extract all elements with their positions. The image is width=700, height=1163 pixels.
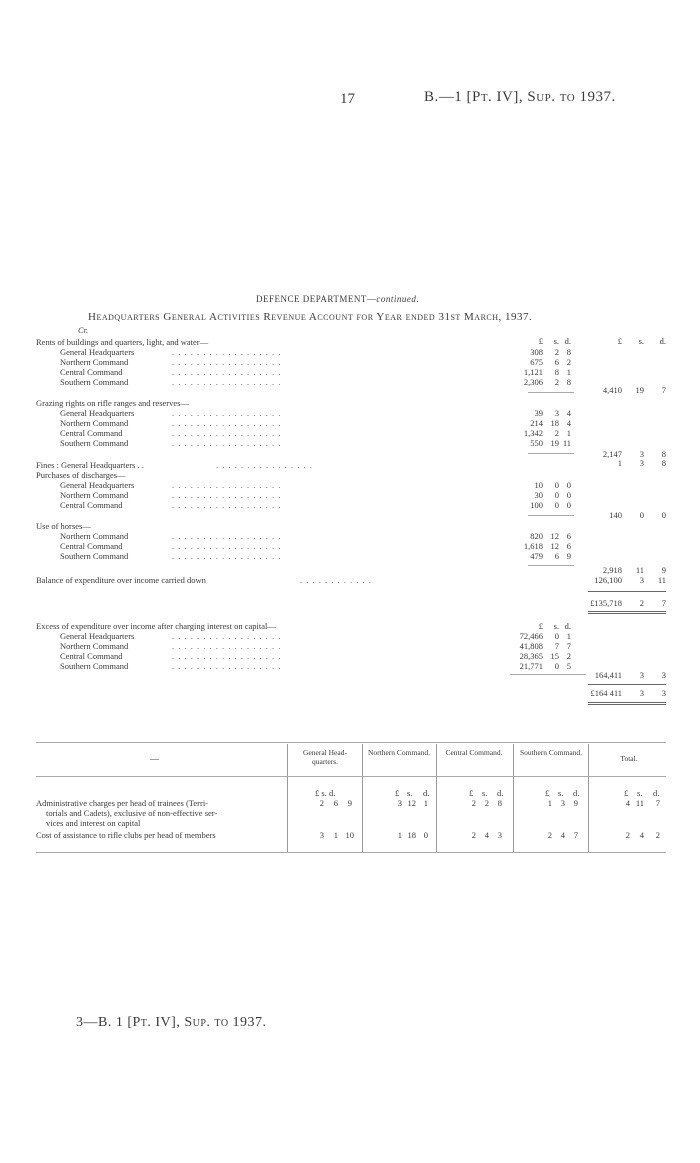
lsd-shilling: s.	[321, 788, 327, 798]
leader-dots: . . . . . . . . . . . . . . . . . .	[172, 377, 282, 387]
cell-northern-d: 0	[423, 830, 428, 840]
amount-shillings: 0	[554, 631, 559, 641]
leader-dots: . . . . . . . . . . . . . . . . . .	[172, 428, 282, 438]
lsd-pound: £	[315, 788, 320, 798]
grazing-total-pounds: 2,147	[602, 449, 622, 459]
amount-pence: 0	[566, 490, 571, 500]
amount-pence: 8	[566, 347, 571, 357]
amount-pence: 1	[566, 631, 571, 641]
col-head-pence-2: d.	[659, 336, 666, 346]
balance-label: Balance of expenditure over income carried down	[36, 575, 206, 585]
double-rule	[588, 613, 666, 614]
col-head-shilling-3: s.	[553, 621, 559, 631]
amount-shillings: 6	[554, 551, 559, 561]
page-footer: 3—B. 1 [Pt. IV], Sup. to 1937.	[76, 1015, 267, 1030]
excess-final-pence: 3	[661, 688, 666, 698]
excess-row-label: Southern Command	[60, 661, 129, 671]
double-rule	[588, 704, 666, 705]
table-row-label: Administrative charges per head of trainees (Terri-	[36, 798, 209, 808]
fines-pence: 8	[661, 458, 666, 468]
rents-row-label: Southern Command	[60, 377, 129, 387]
table-lsd-northern-d: d.	[423, 788, 430, 798]
discharges-total-pounds: 140	[609, 510, 622, 520]
subtotal-rule	[528, 392, 574, 393]
horses-total-pence: 9	[661, 565, 666, 575]
excess-total-pence: 3	[661, 670, 666, 680]
amount-pounds: 72,466	[519, 631, 543, 641]
table-lsd-total-s: s.	[637, 788, 643, 798]
table-divider	[513, 744, 514, 852]
page-number: 17	[340, 91, 355, 107]
leader-dots: . . . . . . . . . . . . . . . . . .	[172, 631, 282, 641]
table-lsd-northern-s: s.	[407, 788, 413, 798]
rents-total-pounds: 4,410	[602, 385, 622, 395]
cell-northern-d: 1	[423, 798, 428, 808]
excess-final-shillings: 3	[639, 688, 644, 698]
table-lsd-central: £	[469, 788, 474, 798]
horses-heading: Use of horses—	[36, 521, 91, 531]
balance-pounds: 126,100	[594, 575, 622, 585]
grand-total-shillings: 2	[639, 598, 644, 608]
rents-row-label: Northern Command	[60, 357, 129, 367]
amount-shillings: 19	[550, 438, 559, 448]
excess-final-pounds: £164 411	[590, 688, 622, 698]
cell-gen-hq-s: 2	[319, 798, 324, 808]
table-header-southern: Southern Command.	[519, 748, 583, 757]
amount-pounds: 550	[530, 438, 543, 448]
balance-shillings: 3	[639, 575, 644, 585]
rents-total-shillings: 19	[635, 385, 644, 395]
cell-total-d: 2	[655, 830, 660, 840]
amount-shillings: 0	[554, 661, 559, 671]
grazing-heading: Grazing rights on rifle ranges and reserves—	[36, 398, 189, 408]
dept-title	[256, 294, 419, 304]
amount-shillings: 15	[550, 651, 559, 661]
cell-central-s: 4	[484, 830, 489, 840]
table-lsd-total: £	[624, 788, 629, 798]
table-top-rule	[36, 742, 666, 743]
excess-row-label: Central Command	[60, 651, 123, 661]
col-head-pence-1: d.	[564, 336, 571, 346]
table-lsd-southern-d: d.	[573, 788, 580, 798]
amount-pounds: 479	[530, 551, 543, 561]
leader-dots: . . . . . . . . . . . . . . . . . .	[172, 641, 282, 651]
amount-pence: 1	[566, 428, 571, 438]
subtotal-rule	[528, 565, 574, 566]
leader-dots: . . . . . . . . . . . . . . . . . .	[172, 551, 282, 561]
excess-heading: Excess of expenditure over income after charging interest on capital—	[36, 621, 276, 631]
cell-total-s: 11	[635, 798, 644, 808]
leader-dots: . . . . . . . . . . . . . . . . . .	[172, 500, 282, 510]
amount-pence: 9	[566, 551, 571, 561]
cell-northern-l: 3	[397, 798, 402, 808]
subtotal-rule	[528, 515, 574, 516]
amount-pounds: 308	[530, 347, 543, 357]
amount-shillings: 0	[554, 490, 559, 500]
amount-shillings: 8	[554, 367, 559, 377]
discharges-row-label: Central Command	[60, 500, 123, 510]
total-rule	[588, 684, 666, 685]
amount-pence: 7	[566, 641, 571, 651]
amount-pounds: 675	[530, 357, 543, 367]
balance-pence: 11	[657, 575, 666, 585]
table-bottom-rule	[36, 852, 666, 853]
grand-total-pounds: £135,718	[590, 598, 622, 608]
col-head-shilling-2: s.	[638, 336, 644, 346]
cr-label: Cr.	[78, 325, 89, 335]
lsd-pence: d.	[328, 788, 336, 798]
cell-total-l: 4	[625, 798, 630, 808]
cell-gen-hq-d: 10	[345, 830, 354, 840]
grazing-row-label: Northern Command	[60, 418, 129, 428]
amount-pounds: 214	[530, 418, 543, 428]
leader-dots: . . . . . . . . . . . . . . . .	[216, 460, 313, 470]
cell-southern-d: 7	[573, 830, 578, 840]
amount-pounds: 28,365	[519, 651, 543, 661]
amount-pounds: 820	[530, 531, 543, 541]
horses-total-pounds: 2,918	[602, 565, 622, 575]
leader-dots: . . . . . . . . . . . . . . . . . .	[172, 357, 282, 367]
dept-title-main: DEFENCE DEPARTMENT—	[256, 294, 377, 304]
col-head-shilling-1: s.	[553, 336, 559, 346]
rents-row-label: Central Command	[60, 367, 123, 377]
table-divider	[287, 744, 288, 852]
amount-pounds: 41,808	[519, 641, 543, 651]
amount-shillings: 3	[554, 408, 559, 418]
table-header-rule	[36, 776, 666, 777]
discharges-row-label: Northern Command	[60, 490, 129, 500]
amount-pence: 0	[566, 480, 571, 490]
leader-dots: . . . . . . . . . . . . . . . . . .	[172, 541, 282, 551]
amount-pounds: 100	[530, 500, 543, 510]
cell-gen-hq-d: 9	[347, 798, 352, 808]
discharges-row-label: General Headquarters	[60, 480, 135, 490]
page-header: B.—1 [Pt. IV], Sup. to 1937.	[424, 89, 616, 105]
table-divider	[588, 744, 589, 852]
amount-pence: 8	[566, 377, 571, 387]
fines-pounds: 1	[617, 458, 622, 468]
amount-shillings: 0	[554, 480, 559, 490]
table-row-label-cont: torials and Cadets), exclusive of non-effective ser-	[46, 808, 218, 818]
table-lsd-central-s: s.	[482, 788, 488, 798]
amount-shillings: 12	[550, 541, 559, 551]
cell-gen-hq-s: 1	[333, 830, 338, 840]
grazing-row-label: Central Command	[60, 428, 123, 438]
table-lsd-central-d: d.	[497, 788, 504, 798]
table-divider	[436, 744, 437, 852]
fines-label: Fines : General Headquarters . .	[36, 460, 144, 470]
cell-northern-s: 18	[407, 830, 416, 840]
table-header-central: Central Command.	[445, 748, 503, 757]
leader-dots: . . . . . . . . . . . . . . . . . .	[172, 490, 282, 500]
rents-total-pence: 7	[661, 385, 666, 395]
cell-gen-hq-sh: 6	[333, 798, 338, 808]
horses-total-shillings: 11	[635, 565, 644, 575]
discharges-total-pence: 0	[661, 510, 666, 520]
amount-pounds: 1,121	[523, 367, 543, 377]
cell-southern-d: 9	[573, 798, 578, 808]
total-rule	[588, 591, 666, 592]
double-rule	[588, 702, 666, 703]
leader-dots: . . . . . . . . . . . . . . . . . .	[172, 438, 282, 448]
horses-row-label: Southern Command	[60, 551, 129, 561]
col-head-pence-3: d.	[564, 621, 571, 631]
leader-dots: . . . . . . . . . . . . . . . . . .	[172, 661, 282, 671]
col-head-pound-1: £	[538, 336, 543, 346]
excess-row-label: General Headquarters	[60, 631, 135, 641]
subtotal-rule	[528, 453, 574, 454]
excess-total-pounds: 164,411	[594, 670, 622, 680]
cell-central-l: 2	[471, 830, 476, 840]
amount-pounds: 21,771	[519, 661, 543, 671]
amount-shillings: 7	[554, 641, 559, 651]
cell-southern-l: 1	[547, 798, 552, 808]
fines-shillings: 3	[639, 458, 644, 468]
table-header-total: Total.	[620, 754, 638, 763]
amount-shillings: 0	[554, 500, 559, 510]
cell-southern-s: 3	[560, 798, 565, 808]
discharges-heading: Purchases of discharges—	[36, 470, 126, 480]
amount-pence: 4	[566, 408, 571, 418]
col-head-pound-2: £	[617, 336, 622, 346]
table-lsd-southern: £	[545, 788, 550, 798]
table-lsd-gen-hq	[315, 788, 335, 798]
leader-dots: . . . . . . . . . . . . . . . . . .	[172, 418, 282, 428]
subtotal-rule	[510, 674, 586, 675]
cell-total-d: 7	[655, 798, 660, 808]
discharges-total-shillings: 0	[639, 510, 644, 520]
excess-row-label: Northern Command	[60, 641, 129, 651]
amount-pence: 6	[566, 541, 571, 551]
table-header-northern: Northern Command.	[367, 748, 431, 757]
amount-shillings: 2	[554, 428, 559, 438]
rents-heading: Rents of buildings and quarters, light, and water—	[36, 337, 209, 347]
grazing-row-label: Southern Command	[60, 438, 129, 448]
amount-shillings: 6	[554, 357, 559, 367]
amount-shillings: 2	[554, 377, 559, 387]
amount-pence: 5	[566, 661, 571, 671]
dept-title-continued: continued.	[376, 294, 420, 304]
table-row-label-cont: vices and interest on capital	[46, 818, 141, 828]
amount-pence: 0	[566, 500, 571, 510]
excess-total-shillings: 3	[639, 670, 644, 680]
amount-pounds: 30	[534, 490, 543, 500]
amount-pence: 11	[562, 438, 571, 448]
amount-pence: 2	[566, 651, 571, 661]
cell-central-l: 2	[471, 798, 476, 808]
amount-shillings: 12	[550, 531, 559, 541]
amount-pence: 4	[566, 418, 571, 428]
grand-total-pence: 7	[661, 598, 666, 608]
col-head-pound-3: £	[538, 621, 543, 631]
cell-central-d: 3	[497, 830, 502, 840]
leader-dots: . . . . . . . . . . . . . . . . . .	[172, 480, 282, 490]
account-title: Headquarters General Activities Revenue Account for Year ended 31st March, 1937.	[88, 311, 533, 323]
horses-row-label: Central Command	[60, 541, 123, 551]
horses-row-label: Northern Command	[60, 531, 129, 541]
leader-dots: . . . . . . . . . . . .	[300, 575, 372, 585]
amount-shillings: 2	[554, 347, 559, 357]
leader-dots: . . . . . . . . . . . . . . . . . .	[172, 347, 282, 357]
amount-pounds: 10	[534, 480, 543, 490]
cell-southern-s: 4	[560, 830, 565, 840]
cell-gen-hq-l: 3	[319, 830, 324, 840]
leader-dots: . . . . . . . . . . . . . . . . . .	[172, 651, 282, 661]
cell-total-s: 4	[639, 830, 644, 840]
cell-northern-l: 1	[397, 830, 402, 840]
amount-pounds: 2,306	[523, 377, 543, 387]
amount-pounds: 39	[534, 408, 543, 418]
table-divider	[362, 744, 363, 852]
leader-dots: . . . . . . . . . . . . . . . . . .	[172, 408, 282, 418]
table-lsd-total-d: d.	[653, 788, 660, 798]
table-row-label: Cost of assistance to rifle clubs per head of members	[36, 830, 216, 840]
table-header-gen-hq: General Head-quarters.	[303, 748, 347, 766]
cell-central-s: 2	[484, 798, 489, 808]
table-lsd-southern-s: s.	[558, 788, 564, 798]
amount-shillings: 18	[550, 418, 559, 428]
amount-pounds: 1,342	[523, 428, 543, 438]
table-lsd-northern: £	[395, 788, 400, 798]
amount-pounds: 1,618	[523, 541, 543, 551]
cell-central-d: 8	[497, 798, 502, 808]
amount-pence: 1	[566, 367, 571, 377]
cell-total-l: 2	[625, 830, 630, 840]
cell-northern-s: 12	[407, 798, 416, 808]
grazing-total-pence: 8	[661, 449, 666, 459]
double-rule	[588, 611, 666, 612]
grazing-total-shillings: 3	[639, 449, 644, 459]
amount-pence: 2	[566, 357, 571, 367]
grazing-row-label: General Headquarters	[60, 408, 135, 418]
table-header-dash: —	[150, 754, 159, 764]
rents-row-label: General Headquarters	[60, 347, 135, 357]
cell-southern-l: 2	[547, 830, 552, 840]
leader-dots: . . . . . . . . . . . . . . . . . .	[172, 531, 282, 541]
amount-pence: 6	[566, 531, 571, 541]
leader-dots: . . . . . . . . . . . . . . . . . .	[172, 367, 282, 377]
